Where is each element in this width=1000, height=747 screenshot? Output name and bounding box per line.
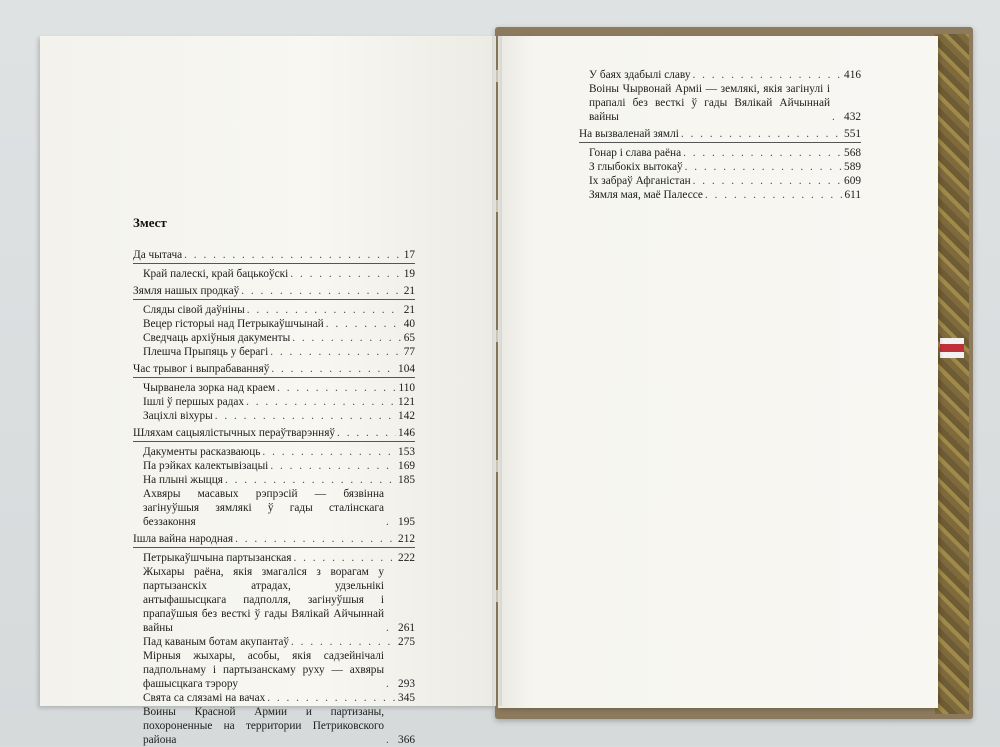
toc-page-number: 169 — [398, 460, 415, 472]
toc-page-number: 17 — [403, 249, 415, 261]
toc-section-entry — [133, 248, 415, 264]
leader-dots — [293, 551, 396, 565]
leader-dots — [386, 733, 396, 747]
toc-subsection-entry — [579, 188, 861, 202]
leader-dots — [326, 317, 402, 331]
leader-dots — [692, 68, 842, 82]
toc-subsection-entry — [133, 691, 415, 705]
leader-dots — [270, 345, 401, 359]
toc-page-number: 21 — [403, 304, 415, 316]
section-rule — [133, 263, 415, 264]
toc-entry-title: Свята са слязамі на вачах — [143, 692, 266, 704]
toc-entry-title: Ішлі ў першых радах — [143, 396, 245, 408]
leader-dots — [290, 267, 401, 281]
binding-stitch — [496, 460, 498, 472]
toc-entry-title: Ахвяры масавых рэпрэсій — бязвінна загінуўшыя зямлякі ў гады сталінскага беззаконня — [143, 488, 385, 528]
leader-dots — [386, 677, 396, 691]
toc-page-number: 19 — [403, 268, 415, 280]
toc-entry-title: Ішла вайна народная — [133, 533, 234, 545]
book-gutter — [492, 36, 502, 706]
binding-stitch — [496, 200, 498, 212]
section-rule — [133, 547, 415, 548]
toc-entry-title: Дакументы расказваюць — [143, 446, 261, 458]
toc-entry-title: Зямля нашых продкаў — [133, 285, 240, 297]
leader-dots — [386, 515, 396, 529]
toc-page-number: 589 — [844, 161, 861, 173]
leader-dots — [832, 110, 842, 124]
toc-entry-title: Край палескі, край бацькоўскі — [143, 268, 289, 280]
toc-entry-title: Час трывог і выпрабаванняў — [133, 363, 270, 375]
toc-section-entry — [133, 426, 415, 442]
section-rule — [133, 441, 415, 442]
toc-page-number: 104 — [398, 363, 415, 375]
leader-dots — [225, 473, 396, 487]
leader-dots — [241, 284, 401, 298]
toc-entry-title: Петрыкаўшчына партызанская — [143, 552, 292, 564]
leader-dots — [271, 362, 396, 376]
toc-page-number: 275 — [398, 636, 415, 648]
toc-page-number: 110 — [398, 382, 415, 394]
toc-page-number: 153 — [398, 446, 415, 458]
toc-page-number: 121 — [398, 396, 415, 408]
toc-page-number: 611 — [844, 189, 861, 201]
toc-entry-title: Воины Красной Армии и партизаны, похороненные на территории Петриковского района — [143, 706, 385, 746]
leader-dots — [247, 303, 402, 317]
binding-stitch — [496, 330, 498, 342]
leader-dots — [262, 445, 396, 459]
leader-dots — [267, 691, 396, 705]
toc-page-number: 40 — [403, 318, 415, 330]
toc-page-number: 261 — [398, 622, 415, 634]
cover-ornament — [935, 34, 969, 714]
toc-entry-title: Плешча Прыпяць у берагі — [143, 346, 269, 358]
section-rule — [579, 142, 861, 143]
toc-page-number: 568 — [844, 147, 861, 159]
toc-entry-title: Сведчаць архіўныя дакументы — [143, 332, 291, 344]
toc-entry-title: З глыбокіх вытокаў — [589, 161, 683, 173]
leader-dots — [270, 459, 396, 473]
toc-subsection-entry — [133, 565, 415, 635]
section-rule — [133, 377, 415, 378]
toc-subsection-entry — [579, 160, 861, 174]
toc-subsection-entry — [133, 345, 415, 359]
toc-entry-title: У баях здабылі славу — [589, 69, 691, 81]
toc-entry-title: Шляхам сацыялістычных пераўтварэнняў — [133, 427, 336, 439]
toc-entry-title: Мірныя жыхары, асобы, якія садзейнічалі падпольнаму і партызанскаму руху — ахвяры фашысцкага тэрору — [143, 650, 385, 690]
toc-page-number: 416 — [844, 69, 861, 81]
toc-subsection-entry — [133, 705, 415, 747]
leader-dots — [683, 146, 842, 160]
leader-dots — [292, 331, 401, 345]
toc-page-number: 293 — [398, 678, 415, 690]
toc-subsection-entry — [133, 445, 415, 459]
leader-dots — [681, 127, 842, 141]
leader-dots — [685, 160, 842, 174]
toc-subsection-entry — [133, 649, 415, 691]
toc-page-number: 142 — [398, 410, 415, 422]
leader-dots — [277, 381, 396, 395]
toc-subsection-entry — [133, 473, 415, 487]
toc-subsection-entry — [133, 409, 415, 423]
toc-entry-title: Па рэйках калектывізацыі — [143, 460, 269, 472]
leader-dots — [337, 426, 396, 440]
toc-section-entry — [579, 127, 861, 143]
toc-page-number: 21 — [403, 285, 415, 297]
toc-page-number: 195 — [398, 516, 415, 528]
toc-page-number: 212 — [398, 533, 415, 545]
toc-entry-title: Зямля мая, маё Палессе — [589, 189, 703, 201]
toc-subsection-entry — [579, 174, 861, 188]
leader-dots — [386, 621, 396, 635]
toc-title: Змест — [133, 215, 167, 230]
toc-entry-title: Іх забраў Афганістан — [589, 175, 691, 187]
section-rule — [133, 299, 415, 300]
leader-dots — [235, 532, 396, 546]
toc-entry-title: Да чытача — [133, 249, 183, 261]
toc-page-number: 146 — [398, 427, 415, 439]
toc-page-number: 432 — [844, 111, 861, 123]
toc-subsection-entry — [133, 267, 415, 281]
toc-subsection-entry — [133, 381, 415, 395]
toc-page-number: 551 — [844, 128, 861, 140]
toc-subsection-entry — [133, 303, 415, 317]
toc-entry-title: Воіны Чырвонай Арміі — землякі, якія загінулі і прапалі без вестκі ў гады Вялікай Айчыннай вайны — [589, 83, 831, 123]
leader-dots — [246, 395, 396, 409]
toc-entry-title: Заціхлі віхуры — [143, 410, 213, 422]
toc-subsection-entry — [579, 146, 861, 160]
flag-ribbon — [940, 338, 964, 358]
leader-dots — [291, 635, 396, 649]
toc-entry-title: На вызваленай зямлі — [579, 128, 679, 140]
toc-subsection-entry — [133, 551, 415, 565]
leader-dots — [705, 188, 843, 202]
toc-right-column — [579, 68, 861, 202]
toc-page-number: 65 — [403, 332, 415, 344]
toc-page-number: 222 — [398, 552, 415, 564]
toc-entry-title: Сляды сівой даўніны — [143, 304, 245, 316]
toc-subsection-entry — [133, 459, 415, 473]
toc-subsection-entry — [133, 487, 415, 529]
toc-page-number: 185 — [398, 474, 415, 486]
toc-section-entry — [133, 362, 415, 378]
toc-entry-title: Гонар і слава раёна — [589, 147, 682, 159]
toc-subsection-entry — [579, 68, 861, 82]
toc-page-number: 77 — [403, 346, 415, 358]
toc-page-number: 609 — [844, 175, 861, 187]
toc-left-column — [133, 248, 415, 747]
toc-section-entry — [133, 532, 415, 548]
toc-section-entry — [133, 284, 415, 300]
toc-subsection-entry — [133, 331, 415, 345]
toc-subsection-entry — [133, 317, 415, 331]
toc-entry-title: Пад каваным ботам акупантаў — [143, 636, 290, 648]
leader-dots — [693, 174, 842, 188]
leader-dots — [184, 248, 402, 262]
binding-stitch — [496, 70, 498, 82]
toc-entry-title: Вецер гісторыі над Петрыкаўшчынай — [143, 318, 324, 330]
toc-subsection-entry — [133, 395, 415, 409]
toc-entry-title: Жыхары раёна, якія змагаліся з ворагам у партызанскіх атрадах, удзельнікі антыфашысцкага падполля, загінуўшыя і прапаўшыя без вестκі ў гады Вялікай Айчыннай вайны — [143, 566, 385, 634]
binding-stitch — [496, 590, 498, 602]
toc-page-number: 366 — [398, 734, 415, 746]
toc-entry-title: На плыні жыцця — [143, 474, 223, 486]
toc-entry-title: Чырванела зорка над краем — [143, 382, 276, 394]
leader-dots — [215, 409, 396, 423]
toc-page-number: 345 — [398, 692, 415, 704]
toc-subsection-entry — [133, 635, 415, 649]
toc-subsection-entry — [579, 82, 861, 124]
